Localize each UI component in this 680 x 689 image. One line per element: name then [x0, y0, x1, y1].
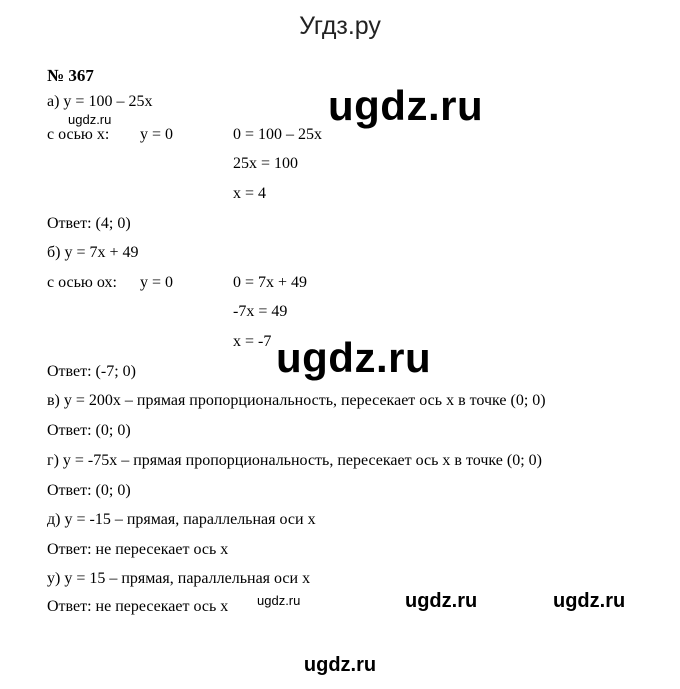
part-d-answer: Ответ: не пересекает ось x [47, 541, 229, 558]
part-v-answer: Ответ: (0; 0) [47, 422, 131, 439]
part-b-equation: б) y = 7x + 49 [47, 244, 139, 261]
watermark-bottom: ugdz.ru [303, 654, 377, 676]
part-b-step2: -7x = 49 [233, 303, 288, 320]
part-b-answer: Ответ: (-7; 0) [47, 363, 136, 380]
watermark-small: ugdz.ru [257, 593, 301, 608]
watermark-big: ugdz.ru [328, 82, 484, 129]
watermark-big: ugdz.ru [276, 334, 432, 381]
part-a-step2: 25x = 100 [233, 155, 299, 172]
part-b-step3: x = -7 [233, 333, 272, 350]
watermark-small: ugdz.ru [68, 112, 112, 127]
part-a-step3: x = 4 [233, 185, 267, 202]
problem-number: № 367 [47, 66, 94, 85]
watermark-mid: ugdz.ru [405, 590, 478, 612]
part-a-y-zero: y = 0 [140, 126, 174, 143]
part-g-statement: г) y = -75x – прямая пропорциональность, пересекает ось x в точке (0; 0) [47, 452, 542, 469]
part-b-y-zero: y = 0 [140, 274, 174, 291]
part-a-axis-label: с осью x: [47, 126, 110, 143]
part-v-statement: в) y = 200x – прямая пропорциональность, пересекает ось x в точке (0; 0) [47, 392, 546, 409]
part-b-axis-label: с осью ох: [47, 274, 117, 291]
part-b-step1: 0 = 7x + 49 [233, 274, 308, 291]
watermark-mid: ugdz.ru [553, 590, 626, 612]
part-a-answer: Ответ: (4; 0) [47, 215, 131, 232]
part-u-answer: Ответ: не пересекает ось x [47, 598, 229, 615]
part-a-equation: а) y = 100 – 25x [47, 93, 153, 110]
part-a-step1: 0 = 100 – 25x [233, 126, 323, 143]
part-g-answer: Ответ: (0; 0) [47, 482, 131, 499]
part-d-statement: д) y = -15 – прямая, параллельная оси x [47, 511, 316, 528]
part-u-statement: у) y = 15 – прямая, параллельная оси x [47, 570, 311, 587]
site-title: Угдз.ру [299, 12, 381, 40]
